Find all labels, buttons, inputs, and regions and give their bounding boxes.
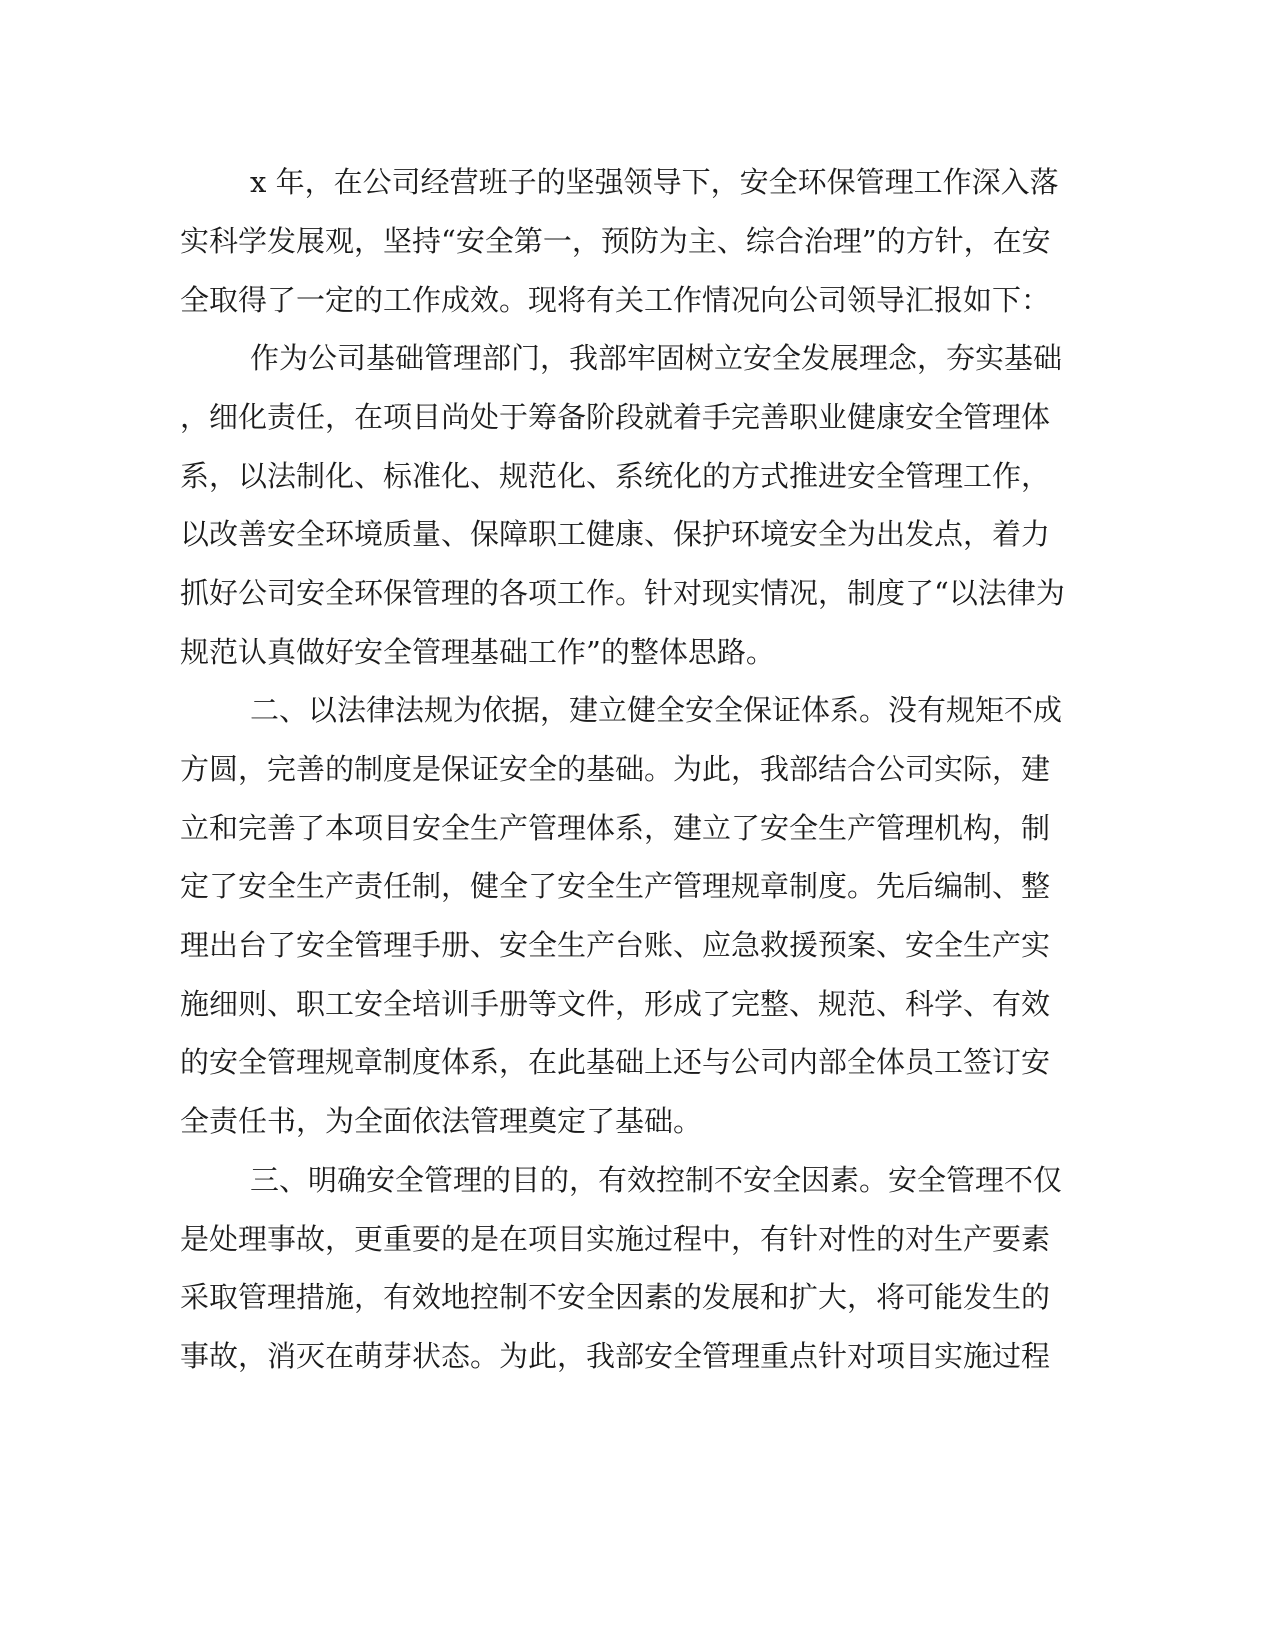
text-line-14: 理出台了安全管理手册、安全生产台账、应急救援预案、安全生产实 [180, 928, 1051, 962]
text-line-13: 定了安全生产责任制，健全了安全生产管理规章制度。先后编制、整 [180, 869, 1051, 903]
text-line-2: 实科学发展观，坚持“安全第一，预防为主、综合治理”的方针，在安 [180, 224, 1051, 258]
text-line-17: 全责任书，为全面依法管理奠定了基础。 [180, 1104, 703, 1138]
text-line-11: 方圆，完善的制度是保证安全的基础。为此，我部结合公司实际，建 [180, 752, 1051, 786]
text-line-15: 施细则、职工安全培训手册等文件，形成了完整、规范、科学、有效 [180, 987, 1051, 1021]
text-line-18: 三、明确安全管理的目的，有效控制不安全因素。安全管理不仅 [250, 1163, 1063, 1197]
text-line-8: 抓好公司安全环保管理的各项工作。针对现实情况，制度了“以法律为 [180, 576, 1065, 610]
text-line-20: 采取管理措施，有效地控制不安全因素的发展和扩大，将可能发生的 [180, 1280, 1051, 1314]
text-line-4: 作为公司基础管理部门，我部牢固树立安全发展理念，夯实基础 [250, 341, 1063, 375]
text-line-7: 以改善安全环境质量、保障职工健康、保护环境安全为出发点，着力 [180, 517, 1051, 551]
text-line-9: 规范认真做好安全管理基础工作”的整体思路。 [180, 635, 775, 669]
text-line-21: 事故，消灭在萌芽状态。为此，我部安全管理重点针对项目实施过程 [180, 1339, 1051, 1373]
text-line-19: 是处理事故，更重要的是在项目实施过程中，有针对性的对生产要素 [180, 1222, 1051, 1256]
text-line-5: ，细化责任，在项目尚处于筹备阶段就着手完善职业健康安全管理体 [180, 400, 1051, 434]
text-line-3: 全取得了一定的工作成效。现将有关工作情况向公司领导汇报如下： [180, 283, 1051, 317]
text-line-1: x 年，在公司经营班子的坚强领导下，安全环保管理工作深入落 [250, 165, 1059, 199]
text-line-10: 二、以法律法规为依据，建立健全安全保证体系。没有规矩不成 [250, 693, 1063, 727]
text-line-12: 立和完善了本项目安全生产管理体系，建立了安全生产管理机构，制 [180, 811, 1051, 845]
text-line-6: 系，以法制化、标准化、规范化、系统化的方式推进安全管理工作， [180, 459, 1051, 493]
text-line-16: 的安全管理规章制度体系，在此基础上还与公司内部全体员工签订安 [180, 1045, 1051, 1079]
